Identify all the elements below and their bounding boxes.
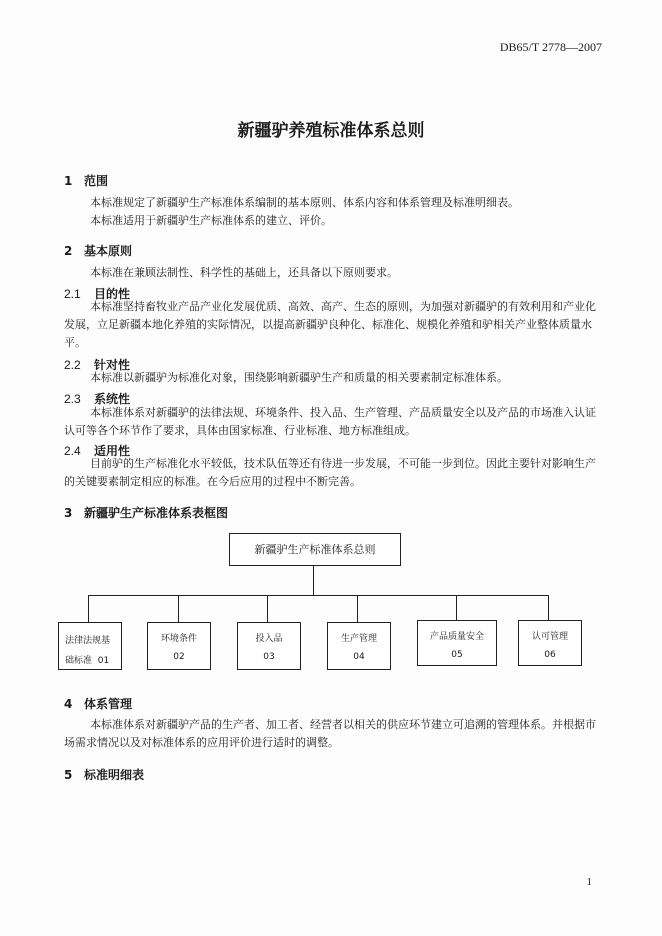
connector-line bbox=[88, 595, 549, 596]
section-title: 标准明细表 bbox=[84, 768, 145, 782]
connector-line bbox=[267, 595, 268, 622]
section-title: 适用性 bbox=[94, 444, 131, 458]
section-number: 5 bbox=[64, 768, 73, 782]
diagram-box-laws bbox=[58, 622, 122, 670]
document-code: DB65/T 2778—2007 bbox=[499, 40, 602, 54]
connector-line bbox=[88, 595, 89, 622]
section-2-para: 本标准在兼顾法制性、科学性的基础上，还具备以下原则要求。 bbox=[90, 266, 398, 279]
box-label: 法律法规基 bbox=[65, 636, 111, 646]
diagram-root-box: 新疆驴生产标准体系总则 bbox=[229, 533, 401, 566]
section-1-heading bbox=[64, 172, 108, 189]
section-number: 2 bbox=[64, 244, 73, 258]
connector-line bbox=[548, 595, 549, 620]
box-code: 02 bbox=[173, 652, 185, 662]
section-number: 4 bbox=[64, 697, 73, 711]
section-title: 基本原则 bbox=[84, 244, 133, 258]
box-label: 投入品 bbox=[255, 634, 283, 644]
diagram-box-accreditation bbox=[518, 620, 582, 666]
section-1-para-1: 本标准规定了新疆驴生产标准体系编制的基本原则、体系内容和体系管理及标准明细表。 bbox=[90, 196, 519, 209]
box-label: 础标准 01 bbox=[65, 656, 110, 666]
box-code: 06 bbox=[544, 650, 556, 660]
section-number: 2.3 bbox=[64, 392, 81, 406]
box-label: 环境条件 bbox=[160, 634, 197, 644]
page-title: 新疆驴养殖标准体系总则 bbox=[237, 121, 425, 141]
connector-line bbox=[357, 595, 358, 622]
section-title: 针对性 bbox=[94, 358, 131, 372]
section-title: 体系管理 bbox=[84, 697, 133, 711]
diagram-box-inputs bbox=[237, 622, 301, 670]
diagram-box-production-management bbox=[327, 622, 391, 670]
section-3-heading bbox=[64, 504, 228, 521]
section-title: 范围 bbox=[84, 174, 109, 188]
section-4-para: 本标准体系对新疆驴产品的生产者、加工者、经营者以相关的供应环节建立可追溯的管理体系。并根据市场需求情况以及对标准体系的应用评价进行适时的调整。 bbox=[64, 718, 596, 749]
box-label: 产品质量安全 bbox=[429, 632, 484, 642]
box-label: 认可管理 bbox=[531, 632, 568, 642]
section-4-heading bbox=[64, 695, 132, 712]
box-code: 03 bbox=[263, 652, 275, 662]
section-number: 2.2 bbox=[64, 358, 81, 372]
section-number: 3 bbox=[64, 506, 73, 520]
page-number: 1 bbox=[586, 876, 592, 888]
section-number: 1 bbox=[64, 174, 73, 188]
section-number: 2.1 bbox=[64, 287, 81, 301]
section-2-2-para: 本标准以新疆驴为标准化对象，围绕影响新疆驴生产和质量的相关要素制定标准体系。 bbox=[90, 371, 508, 384]
section-5-heading bbox=[64, 766, 144, 783]
section-title: 目的性 bbox=[94, 287, 131, 301]
section-2-4-para: 目前驴的生产标准化水平较低，技术队伍等还有待进一步发展，不可能一步到位。因此主要针对影响生产的关键要素制定相应的标准。在今后应用的过程中不断完善。 bbox=[64, 457, 596, 488]
connector-line bbox=[456, 595, 457, 620]
section-2-heading bbox=[64, 242, 132, 259]
box-code: 04 bbox=[353, 652, 365, 662]
diagram-box-product-quality bbox=[417, 620, 497, 666]
connector-line bbox=[313, 565, 314, 596]
connector-line bbox=[178, 595, 179, 622]
section-title: 新疆驴生产标准体系表框图 bbox=[84, 506, 229, 520]
box-code: 05 bbox=[451, 650, 463, 660]
section-title: 系统性 bbox=[94, 392, 131, 406]
section-2-3-para: 本标准体系对新疆驴的法律法规、环境条件、投入品、生产管理、产品质量安全以及产品的市场准入认证认可等各个环节作了要求，具体由国家标准、行业标准、地方标准组成。 bbox=[64, 406, 596, 437]
section-number: 2.4 bbox=[64, 444, 81, 458]
box-label: 生产管理 bbox=[340, 634, 377, 644]
section-1-para-2: 本标准适用于新疆驴生产标准体系的建立、评价。 bbox=[90, 214, 332, 227]
diagram-box-environment bbox=[147, 622, 211, 670]
section-2-1-para: 本标准坚持畜牧业产品产业化发展优质、高效、高产、生态的原则，为加强对新疆驴的有效利用和产业化发展，立足新疆本地化养殖的实际情况，以提高新疆驴良种化、标准化、规模化养殖和驴相关产业整体质量水平。 bbox=[64, 300, 596, 349]
